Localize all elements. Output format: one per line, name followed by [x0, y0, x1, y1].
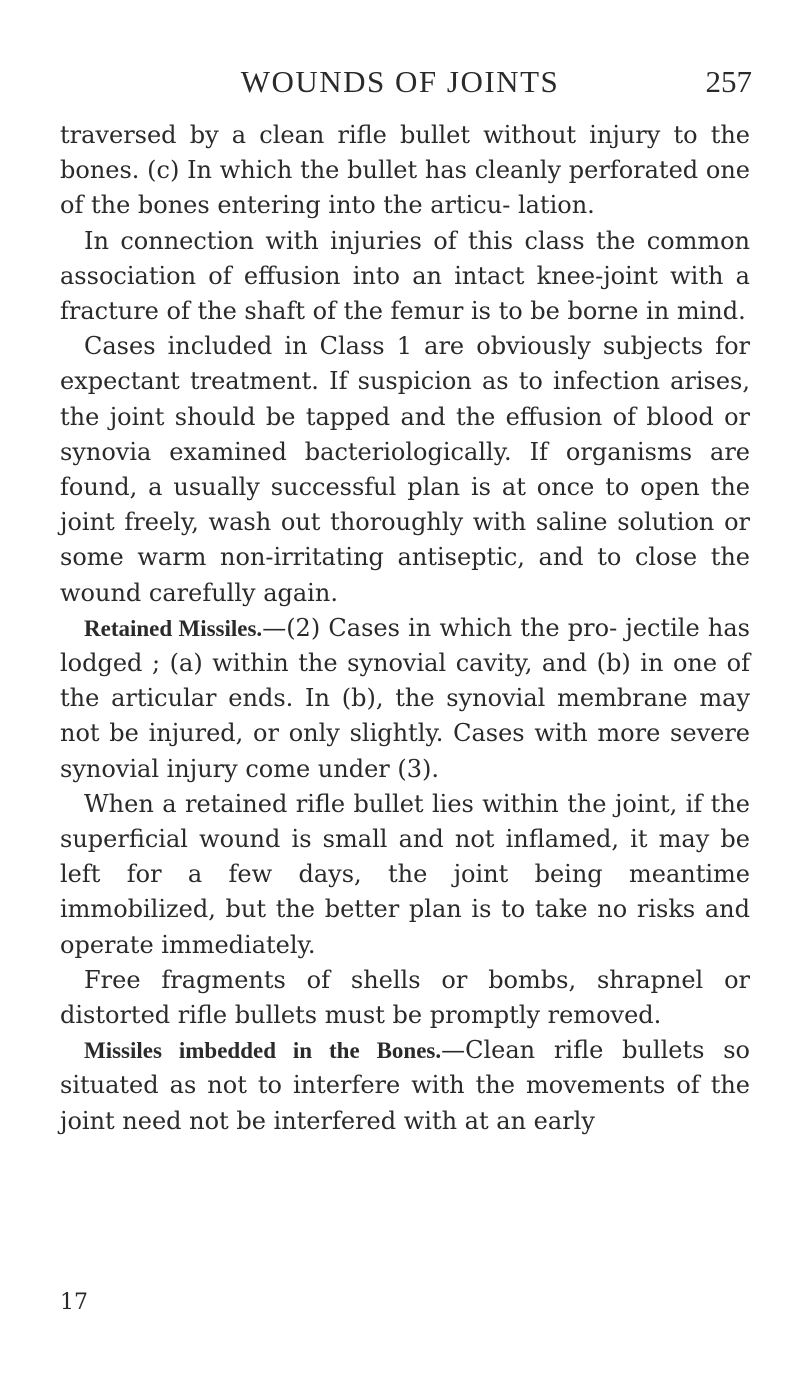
- paragraph-text: —(2) Cases in which the pro- jectile has lodged ; (a) within the synovial cavity, and (b) in one of the articular ends. In (b), the synovial membrane may not be injured, or only slightly. Cases with more severe synovial injury come under (3).: [60, 613, 750, 783]
- paragraph-text: In connection with injuries of this class the common association of effusion into an intact knee-joint with a fracture of the shaft of the femur is to be borne in mind.: [60, 226, 750, 326]
- paragraph: [60, 611, 750, 787]
- running-title: WOUNDS OF JOINTS: [240, 64, 560, 99]
- paragraph: [60, 1033, 750, 1139]
- paragraph-text: traversed by a clean rifle bullet without injury to the bones. (c) In which the bullet has cleanly perforated one of the bones entering into the articu- lation.: [60, 121, 750, 220]
- paragraph: [60, 963, 750, 1033]
- paragraph-text: When a retained rifle bullet lies within the joint, if the superficial wound is small and not inflamed, it may be left for a few days, the joint being meantime immobilized, but the better plan is to take no risks and operate immediately.: [60, 789, 750, 959]
- section-heading-retained-missiles: Retained Missiles.: [84, 615, 263, 641]
- page-number: 257: [705, 64, 752, 99]
- paragraph: [60, 329, 750, 611]
- paragraph-text: —Clean rifle bullets so situated as not to interfere with the movements of the joint need not be interfered with at an early: [60, 1036, 750, 1135]
- running-head: [48, 64, 752, 104]
- paragraph-text: Free fragments of shells or bombs, shrapnel or distorted rifle bullets must be promptly removed.: [60, 965, 750, 1030]
- paragraph: [60, 118, 750, 224]
- paragraph: [60, 224, 750, 330]
- paragraph-text: Cases included in Class 1 are obviously subjects for expectant treatment. If suspicion as to infection arises, the joint should be tapped and the effusion of blood or synovia examined bacteriologically. If organisms are found, a usually successful plan is at once to open the joint freely, wash out thoroughly with saline solution or some warm non-irritating antiseptic, and to close the wound carefully again.: [60, 332, 750, 607]
- body-text: [60, 118, 750, 1139]
- paragraph: [60, 787, 750, 963]
- signature-mark: 17: [60, 1290, 88, 1315]
- section-heading-missiles-imbedded: Missiles imbedded in the Bones.: [84, 1038, 442, 1064]
